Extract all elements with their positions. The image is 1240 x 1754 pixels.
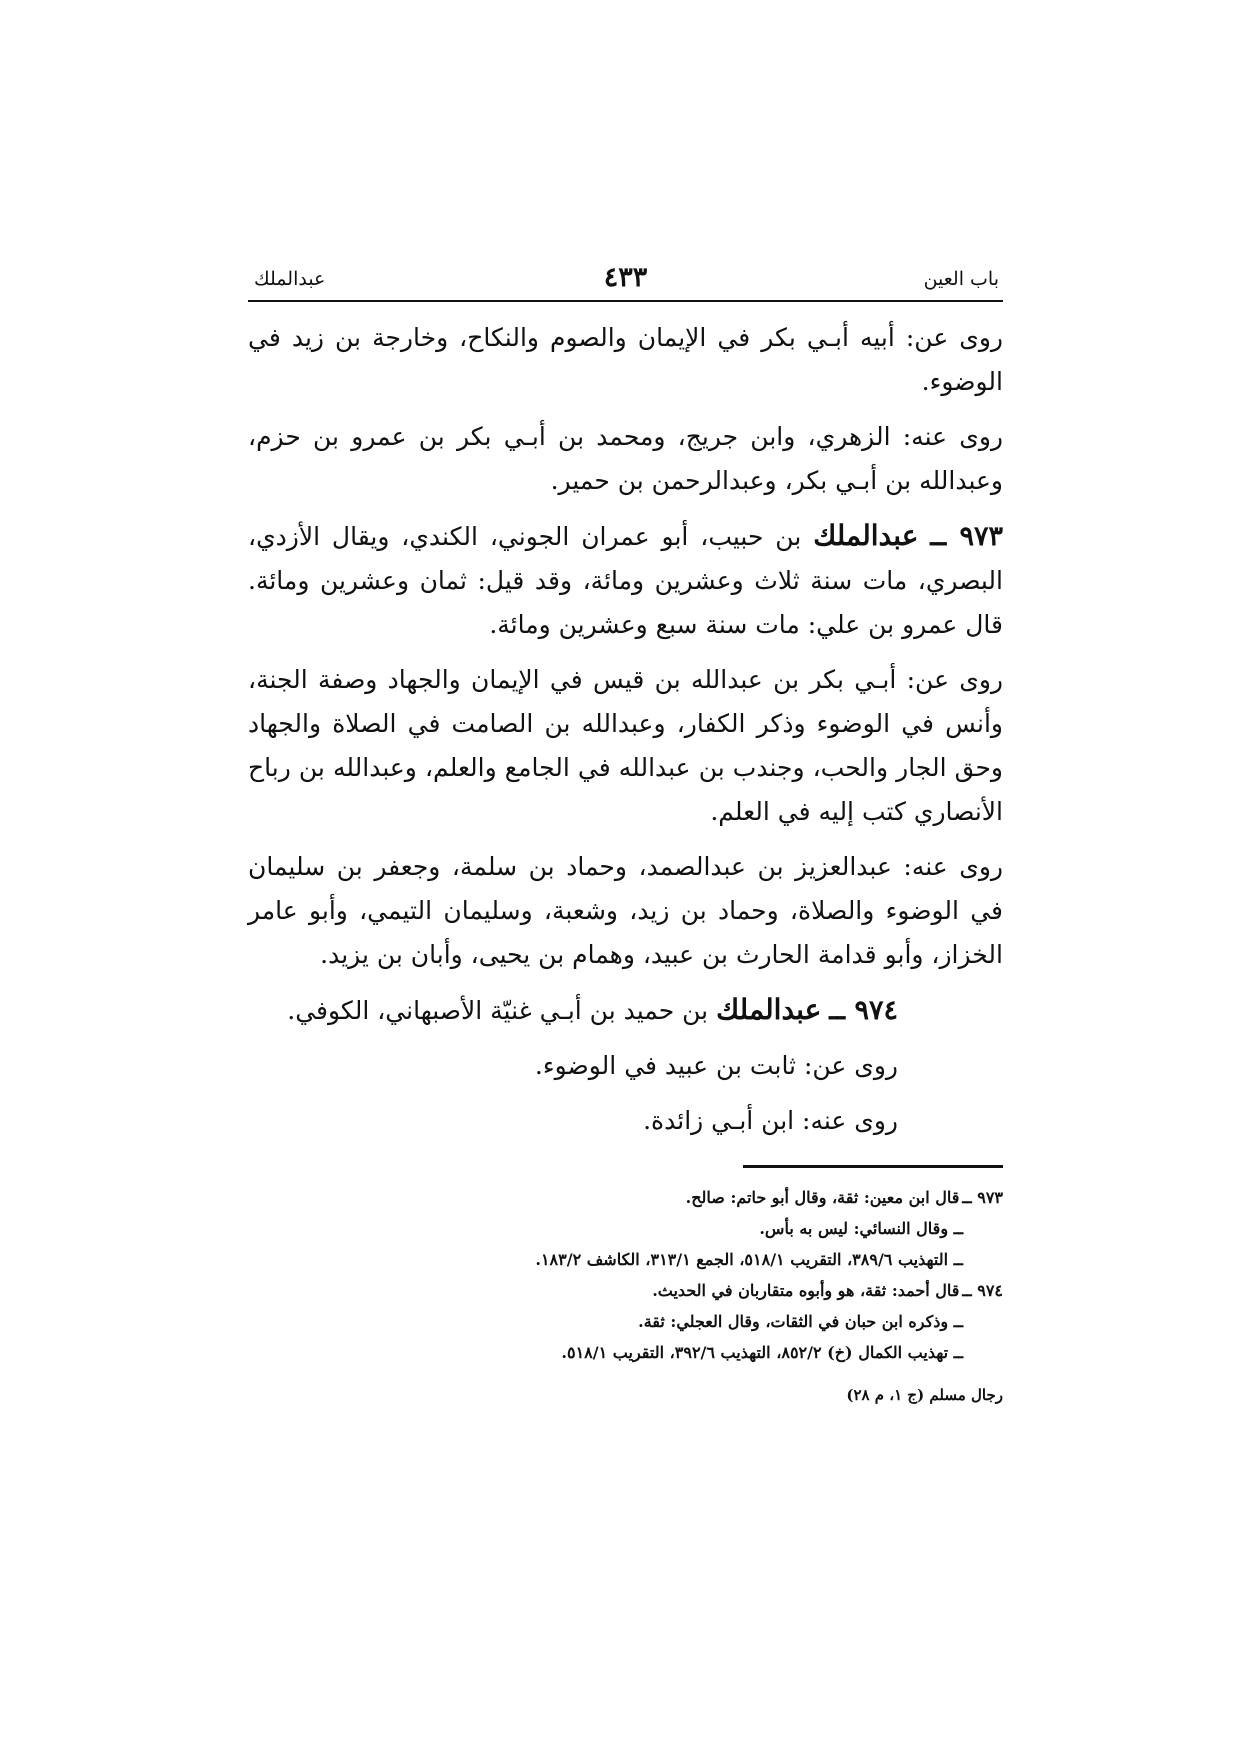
book-page xyxy=(248,262,1003,1404)
paragraph: روى عنه: عبدالعزيز بن عبدالصمد، وحماد بن سلمة، وجعفر بن سليمان في الوضوء والصلاة، وحماد بن زيد، وشعبة، وسليمان التيمي، وأبو عامر الخزاز، وأبو قدامة الحارث بن عبيد، وهمام بن يحيى، وأبان بن يزيد. xyxy=(248,852,1003,969)
entry-974 xyxy=(248,988,1003,1033)
entry-number: ٩٧٣ ــ xyxy=(930,521,1003,552)
entry-text: بن حبيب، أبو عمران الجوني، الكندي، ويقال الأزدي، البصري، مات سنة ثلاث وعشرين ومائة، وقد قيل: ثمان وعشرين ومائة. قال عمرو بن علي: مات سنة سبع وعشرين ومائة. xyxy=(248,522,1003,639)
page-number: ٤٣٣ xyxy=(603,262,648,293)
paragraph: روى عنه: ابن أبـي زائدة. xyxy=(643,1106,898,1135)
footnote-line: ــ وقال النسائي: ليس به بأس. xyxy=(759,1219,963,1238)
footnote-line xyxy=(248,1182,1003,1213)
paragraph: روى عن: أبـي بكر بن عبدالله بن قيس في الإيمان والجهاد وصفة الجنة، وأنس في الوضوء وذكر الكفار، وعبدالله بن الصامت في الصلاة والجهاد وحق الجار والحب، وجندب بن عبدالله في الجامع والعلم، وعبدالله بن رباح الأنصاري كتب إليه في العلم. xyxy=(248,665,1003,826)
paragraph: روى عن: ثابت بن عبيد في الوضوء. xyxy=(534,1051,898,1080)
footnote-text: قال ابن معين: ثقة، وقال أبو حاتم: صالح. xyxy=(685,1188,960,1207)
paragraph: روى عن: أبيه أبـي بكر في الإيمان والصوم والنكاح، وخارجة بن زيد في الوضوء. xyxy=(248,323,1003,396)
footnote-line: ــ وذكره ابن حبان في الثقات، وقال العجلي: ثقة. xyxy=(638,1312,963,1331)
entry-name: عبدالملك xyxy=(813,519,919,552)
entry-973 xyxy=(248,514,1003,647)
footnote-line xyxy=(248,1275,1003,1306)
entry-number: ٩٧٤ ــ xyxy=(829,995,898,1026)
footnote-divider xyxy=(743,1165,1003,1168)
main-text xyxy=(248,316,1003,1143)
footnote-line: ــ التهذيب ٣٨٩/٦، التقريب ٥١٨/١، الجمع ٣١٣/١، الكاشف ١٨٣/٢. xyxy=(535,1250,963,1269)
paragraph: روى عنه: الزهري، وابن جريج، ومحمد بن أبـي بكر بن عمرو بن حزم، وعبدالله بن أبـي بكر، وعبدالرحمن بن حمير. xyxy=(248,422,1003,495)
footnote-line: ــ تهذيب الكمال (خ) ٨٥٢/٢، التهذيب ٣٩٢/٦، التقريب ٥١٨/١. xyxy=(561,1343,963,1362)
running-header xyxy=(248,262,1003,302)
entry-name: عبدالملك xyxy=(716,993,822,1026)
chapter-title: باب العين xyxy=(923,268,999,290)
printer-signature: رجال مسلم (ج ١، م ٢٨) xyxy=(846,1386,1003,1404)
footnote-number: ٩٧٤ ــ xyxy=(962,1281,1003,1300)
footnote-number: ٩٧٣ ــ xyxy=(962,1188,1003,1207)
footnote-text: قال أحمد: ثقة، هو وأبوه متقاربان في الحديث. xyxy=(652,1281,960,1300)
entry-text: بن حميد بن أبـي غنيّة الأصبهاني، الكوفي. xyxy=(287,996,709,1025)
section-title: عبدالملك xyxy=(254,268,326,290)
footnotes xyxy=(248,1182,1003,1368)
